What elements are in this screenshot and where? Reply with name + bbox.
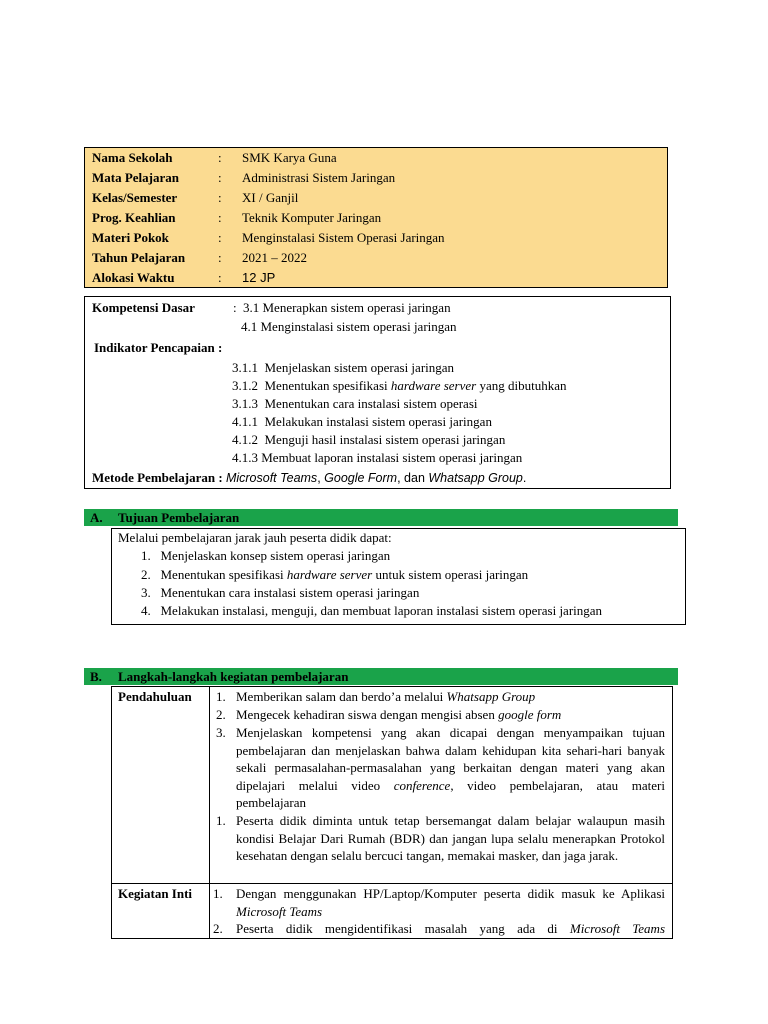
indicator-text-italic: hardware server [390, 378, 477, 393]
activities-table [111, 686, 673, 939]
row-divider [112, 883, 672, 884]
indicator-item [232, 431, 505, 449]
row-label-pendahuluan: Pendahuluan [118, 689, 192, 704]
identity-label: Tahun Pelajaran [92, 250, 186, 265]
method-text: , [317, 471, 325, 485]
indicator-label: Indikator Pencapaian : [94, 340, 223, 355]
section-title: Tujuan Pembelajaran [118, 510, 240, 525]
identity-value: Teknik Komputer Jaringan [242, 210, 382, 225]
objective-text-italic: hardware server [286, 567, 373, 582]
method-label: Metode Pembelajaran [92, 470, 216, 485]
indicator-number: 3.1.1 [232, 360, 258, 375]
indicator-item [232, 413, 492, 431]
activity-item [236, 885, 665, 920]
competency-box [84, 296, 671, 489]
identity-label: Alokasi Waktu [92, 270, 175, 285]
kd-item: 4.1 Menginstalasi sistem operasi jaringan [241, 319, 457, 334]
activity-text-italic: conference [393, 777, 451, 793]
objective-text: untuk sistem operasi jaringan [372, 567, 529, 582]
activity-number: 1. [216, 689, 226, 704]
method-text-italic: Whatsapp Group [428, 471, 523, 485]
kd-label: Kompetensi Dasar [92, 300, 195, 315]
indicator-text: Menentukan cara instalasi sistem operasi [264, 396, 478, 411]
identity-label: Nama Sekolah [92, 150, 173, 165]
activity-text: Mengecek kehadiran siswa dengan mengisi absen [236, 707, 499, 722]
indicator-number: 4.1.1 [232, 414, 258, 429]
indicator-text: yang dibutuhkan [476, 378, 567, 393]
activity-text: Peserta didik diminta untuk tetap bersemangat dalam belajar walaupun masih kondisi Belajar Dari Rumah (BDR) dan jangan lupa selalu menerapkan Protokol kesehatan dengan selalu bercuci tangan, memakai masker, dan jaga jarak. [236, 813, 665, 863]
activity-text: Memberikan salam dan berdo’a melalui [236, 689, 447, 704]
section-a-heading [84, 509, 678, 526]
identity-value: XI / Ganjil [242, 190, 299, 205]
activity-item [236, 706, 666, 724]
indicator-text: Menguji hasil instalasi sistem operasi jaringan [264, 432, 506, 447]
objective-text: Menentukan spesifikasi [160, 567, 287, 582]
school-identity-box [84, 147, 668, 288]
indicator-item [232, 449, 522, 467]
indicator-number: 3.1.3 [232, 396, 258, 411]
objective-text: Menentukan cara instalasi sistem operasi jaringan [160, 585, 420, 600]
indicator-number: 4.1.3 [232, 450, 258, 465]
method-separator: : [218, 470, 223, 485]
activity-text: Peserta didik mengidentifikasi masalah yang ada di [236, 921, 570, 936]
activity-text-italic: Microsoft Teams [569, 921, 665, 936]
activity-number: 1. [216, 813, 226, 828]
indicator-number: 3.1.2 [232, 378, 258, 393]
indicator-text: Membuat laporan instalasi sistem operasi jaringan [261, 450, 523, 465]
kd-separator: : [233, 300, 237, 315]
activity-text-italic: Microsoft Teams [236, 903, 323, 919]
objective-item [141, 602, 602, 620]
activity-item [236, 724, 665, 812]
activity-item [236, 688, 666, 706]
objective-number: 3. [141, 585, 151, 600]
indicator-text: Menentukan spesifikasi [264, 378, 391, 393]
identity-separator: : [218, 230, 222, 245]
section-b-heading [84, 668, 678, 685]
identity-value: Menginstalasi Sistem Operasi Jaringan [242, 230, 445, 245]
objectives-intro: Melalui pembelajaran jarak jauh peserta didik dapat: [118, 530, 392, 545]
activity-text-italic: google form [498, 707, 562, 722]
indicator-item [232, 377, 566, 395]
identity-separator: : [218, 250, 222, 265]
section-letter: B. [90, 669, 102, 684]
section-letter: A. [90, 510, 103, 525]
identity-value: 12 JP [242, 270, 276, 285]
objective-item [141, 584, 419, 602]
activity-text-italic: Whatsapp Group [446, 689, 536, 704]
objective-number: 4. [141, 603, 151, 618]
activity-number: 3. [216, 725, 226, 740]
indicator-item [232, 395, 478, 413]
identity-label: Mata Pelajaran [92, 170, 180, 185]
method-text: , dan [397, 471, 429, 485]
identity-value: SMK Karya Guna [242, 150, 337, 165]
method-text-italic: Microsoft Teams [225, 471, 318, 485]
identity-separator: : [218, 170, 222, 185]
activity-text: , video pembelajaran, atau materi pembelajaran [236, 777, 665, 810]
objective-text: Menjelaskan konsep sistem operasi jaringan [160, 548, 391, 563]
indicator-text: Melakukan instalasi sistem operasi jaringan [264, 414, 492, 429]
method-text-italic: Google Form [324, 471, 398, 485]
objective-item [141, 547, 390, 565]
column-divider [209, 687, 210, 938]
objective-item [141, 566, 528, 584]
activity-number: 2. [216, 707, 226, 722]
row-label-kegiatan-inti: Kegiatan Inti [118, 886, 193, 901]
objective-text: Melakukan instalasi, menguji, dan membuat laporan instalasi sistem operasi jaringan [160, 603, 603, 618]
learning-objectives-box [111, 528, 686, 625]
indicator-item [232, 359, 454, 377]
activity-number: 1. [213, 886, 223, 901]
identity-label: Kelas/Semester [92, 190, 178, 205]
identity-label: Materi Pokok [92, 230, 169, 245]
method-row [92, 469, 526, 487]
activity-text: Menjelaskan kompetensi yang akan dicapai dengan menyampaikan tujuan pembelajaran dan menjelaskan bahwa dalam kehidupan kita sehari-hari banyak sekali permasalahan-permasalahan yang berkaitan dengan materi yang akan dipelajari melalui video [236, 725, 665, 793]
activity-item [236, 920, 665, 938]
identity-separator: : [218, 210, 222, 225]
method-text: . [522, 471, 527, 485]
activity-text: Dengan menggunakan HP/Laptop/Komputer peserta didik masuk ke Aplikasi [236, 886, 665, 901]
section-title: Langkah-langkah kegiatan pembelajaran [118, 669, 349, 684]
identity-separator: : [218, 150, 222, 165]
identity-value: 2021 – 2022 [242, 250, 307, 265]
identity-separator: : [218, 270, 222, 285]
objective-number: 1. [141, 548, 151, 563]
indicator-number: 4.1.2 [232, 432, 258, 447]
identity-separator: : [218, 190, 222, 205]
identity-value: Administrasi Sistem Jaringan [242, 170, 396, 185]
activity-item [236, 812, 665, 865]
identity-label: Prog. Keahlian [92, 210, 176, 225]
indicator-text: Menjelaskan sistem operasi jaringan [264, 360, 455, 375]
activity-number: 2. [213, 921, 223, 936]
kd-item: 3.1 Menerapkan sistem operasi jaringan [243, 300, 451, 315]
objective-number: 2. [141, 567, 151, 582]
